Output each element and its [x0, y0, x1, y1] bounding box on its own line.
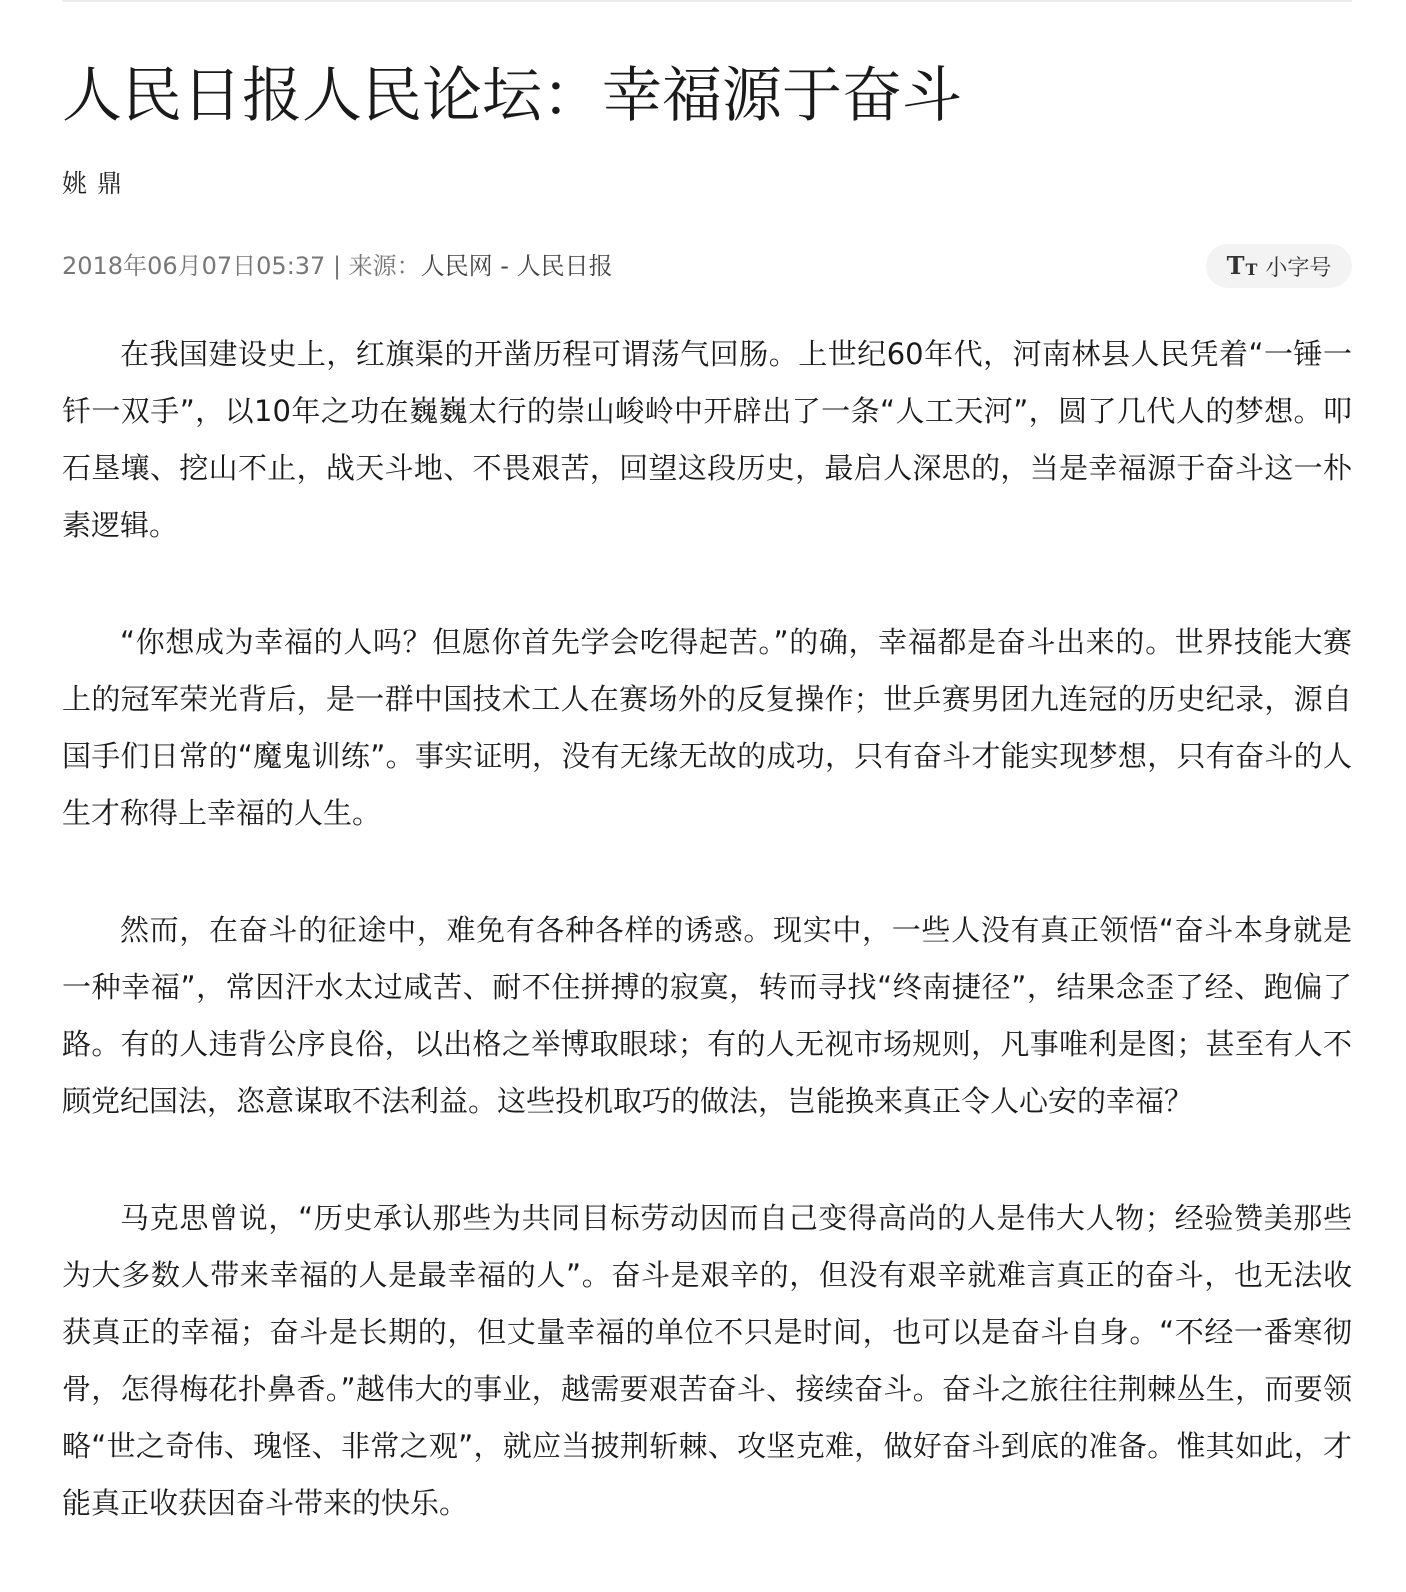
meta-separator: | — [325, 252, 349, 280]
source-label: 来源： — [348, 252, 421, 280]
paragraph: “你想成为幸福的人吗？但愿你首先学会吃得起苦。”的确，幸福都是奋斗出来的。世界技能大赛上的冠军荣光背后，是一群中国技术工人在赛场外的反复操作；世乒赛男团九连冠的历史纪录，源自国手们日常的“魔鬼训练”。事实证明，没有无缘无故的成功，只有奋斗才能实现梦想，只有奋斗的人生才称得上幸福的人生。 — [62, 625, 1352, 830]
paragraph: 然而，在奋斗的征途中，难免有各种各样的诱惑。现实中，一些人没有真正领悟“奋斗本身就是一种幸福”，常因汗水太过咸苦、耐不住拼搏的寂寞，转而寻找“终南捷径”，结果念歪了经、跑偏了路。有的人违背公序良俗，以出格之举博取眼球；有的人无视市场规则，凡事唯利是图；甚至有人不顾党纪国法，恣意谋取不法利益。这些投机取巧的做法，岂能换来真正令人心安的幸福？ — [62, 913, 1352, 1118]
paragraph: 在我国建设史上，红旗渠的开凿历程可谓荡气回肠。上世纪60年代，河南林县人民凭着“一锤一钎一双手”，以10年之功在巍巍太行的崇山峻岭中开辟出了一条“人工天河”，圆了几代人的梦想。叩石垦壤、挖山不止，战天斗地、不畏艰苦，回望这段历史，最启人深思的，当是幸福源于奋斗这一朴素逻辑。 — [62, 337, 1352, 542]
font-size-icon: T T — [1226, 251, 1258, 280]
meta-line — [62, 248, 613, 284]
article-meta — [62, 244, 1352, 288]
font-size-toggle-button[interactable] — [1206, 244, 1352, 288]
source-name[interactable]: 人民网 - 人民日报 — [420, 252, 613, 280]
font-size-toggle-label: 小字号 — [1265, 255, 1332, 281]
paragraph: 马克思曾说，“历史承认那些为共同目标劳动因而自己变得高尚的人是伟大人物；经验赞美那些为大多数人带来幸福的人是最幸福的人”。奋斗是艰辛的，但没有艰辛就难言真正的奋斗，也无法收获真正的幸福；奋斗是长期的，但丈量幸福的单位不只是时间，也可以是奋斗自身。“不经一番寒彻骨，怎得梅花扑鼻香。”越伟大的事业，越需要艰苦奋斗、接续奋斗。奋斗之旅往往荆棘丛生，而要领略“世之奇伟、瑰怪、非常之观”，就应当披荆斩棘、攻坚克难，做好奋斗到底的准备。惟其如此，才能真正收获因奋斗带来的快乐。 — [62, 1201, 1352, 1520]
article-author: 姚鼎 — [62, 169, 133, 198]
top-divider — [62, 0, 1352, 2]
article-title: 人民日报人民论坛：幸福源于奋斗 — [62, 61, 962, 131]
article-body — [62, 326, 1352, 1592]
publish-datetime: 2018年06月07日05:37 — [62, 252, 326, 280]
